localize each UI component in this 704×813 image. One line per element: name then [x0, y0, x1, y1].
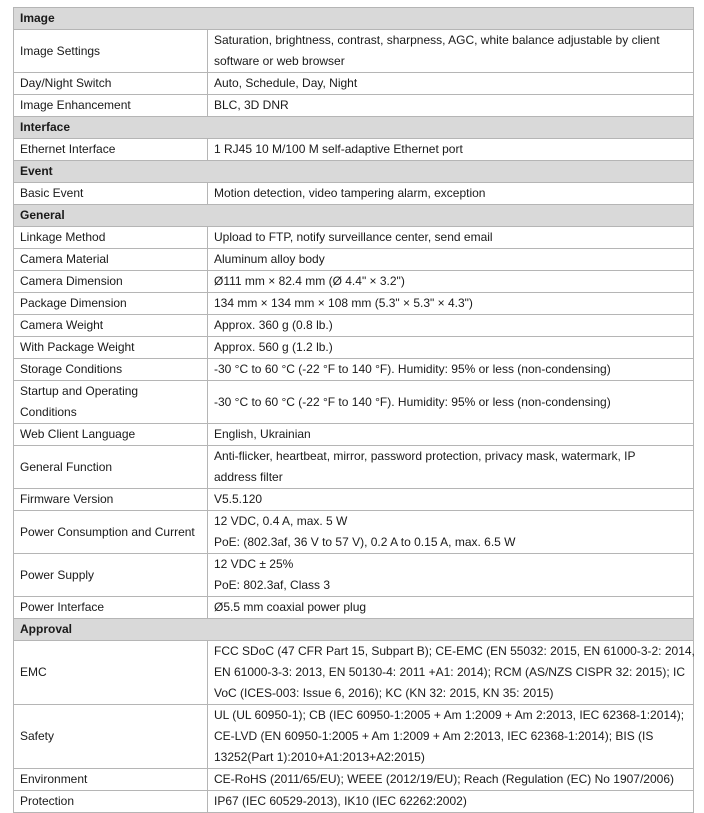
spec-value-line: address filter	[214, 470, 283, 484]
spec-label: Web Client Language	[14, 424, 208, 446]
spec-row-day-night-switch	[14, 73, 694, 95]
spec-label: Image Enhancement	[14, 95, 208, 117]
spec-row-storage-conditions	[14, 359, 694, 381]
spec-value-line: Anti-flicker, heartbeat, mirror, password protection, privacy mask, watermark, IP	[214, 449, 636, 463]
spec-row-environment	[14, 769, 694, 791]
spec-label-line: Conditions	[20, 405, 77, 419]
spec-row-camera-dimension	[14, 271, 694, 293]
spec-value	[208, 30, 694, 73]
spec-label: Linkage Method	[14, 227, 208, 249]
section-header-interface	[14, 117, 694, 139]
spec-value	[208, 597, 694, 619]
spec-value-line: V5.5.120	[214, 492, 263, 506]
spec-value-line: 134 mm × 134 mm × 108 mm (5.3" × 5.3" × 4.3")	[214, 296, 473, 310]
spec-label: Environment	[14, 769, 208, 791]
spec-label-line: Startup and Operating	[20, 384, 139, 398]
spec-label: Safety	[14, 705, 208, 769]
section-title: Approval	[14, 619, 694, 641]
spec-row-emc	[14, 641, 694, 705]
spec-row-web-client-language	[14, 424, 694, 446]
spec-value-line: Aluminum alloy body	[214, 252, 325, 266]
spec-row-power-consumption-and-current	[14, 511, 694, 554]
spec-value-line: 13252(Part 1):2010+A1:2013+A2:2015)	[214, 750, 425, 764]
spec-row-package-dimension	[14, 293, 694, 315]
spec-value-line: Ø5.5 mm coaxial power plug	[214, 600, 367, 614]
section-header-approval	[14, 619, 694, 641]
spec-value-line: FCC SDoC (47 CFR Part 15, Subpart B); CE-EMC (EN 55032: 2015, EN 61000-3-2: 2014,	[214, 644, 695, 658]
spec-value	[208, 446, 694, 489]
section-header-general	[14, 205, 694, 227]
spec-value-line: CE-RoHS (2011/65/EU); WEEE (2012/19/EU); Reach (Regulation (EC) No 1907/2006)	[214, 772, 674, 786]
spec-value-line: IP67 (IEC 60529-2013), IK10 (IEC 62262:2002)	[214, 794, 467, 808]
spec-value	[208, 139, 694, 161]
spec-label: Power Supply	[14, 554, 208, 597]
section-title: Interface	[14, 117, 694, 139]
spec-value	[208, 95, 694, 117]
spec-row-protection	[14, 791, 694, 813]
spec-value-line: Ø111 mm × 82.4 mm (Ø 4.4" × 3.2")	[214, 274, 405, 288]
spec-label	[14, 381, 208, 424]
spec-value-line: Upload to FTP, notify surveillance center, send email	[214, 230, 493, 244]
spec-value-line: CE-LVD (EN 60950-1:2005 + Am 1:2009 + Am 2:2013, IEC 62368-1:2014); BIS (IS	[214, 729, 654, 743]
spec-label: Firmware Version	[14, 489, 208, 511]
spec-row-camera-weight	[14, 315, 694, 337]
spec-value	[208, 511, 694, 554]
spec-row-startup-and-operating-conditions	[14, 381, 694, 424]
spec-value	[208, 381, 694, 424]
spec-value-line: EN 61000-3-3: 2013, EN 50130-4: 2011 +A1: 2014); RCM (AS/NZS CISPR 32: 2015); IC	[214, 665, 686, 679]
spec-value	[208, 227, 694, 249]
spec-value-line: Approx. 360 g (0.8 lb.)	[214, 318, 333, 332]
spec-label: Camera Dimension	[14, 271, 208, 293]
spec-row-camera-material	[14, 249, 694, 271]
spec-value	[208, 249, 694, 271]
spec-row-power-supply	[14, 554, 694, 597]
spec-value-line: Approx. 560 g (1.2 lb.)	[214, 340, 333, 354]
spec-label: General Function	[14, 446, 208, 489]
specification-table-body	[14, 8, 694, 813]
section-header-event	[14, 161, 694, 183]
spec-value	[208, 73, 694, 95]
spec-label: EMC	[14, 641, 208, 705]
spec-value-line: VoC (ICES-003: Issue 6, 2016); KC (KN 32: 2015, KN 35: 2015)	[214, 686, 554, 700]
section-title: General	[14, 205, 694, 227]
section-header-image	[14, 8, 694, 30]
section-title: Event	[14, 161, 694, 183]
spec-value	[208, 183, 694, 205]
spec-value	[208, 641, 694, 705]
spec-value-line: 1 RJ45 10 M/100 M self-adaptive Ethernet port	[214, 142, 463, 156]
spec-value	[208, 791, 694, 813]
spec-label: Protection	[14, 791, 208, 813]
spec-value	[208, 359, 694, 381]
spec-label: Power Interface	[14, 597, 208, 619]
spec-value-line: Motion detection, video tampering alarm, exception	[214, 186, 486, 200]
spec-label: Camera Weight	[14, 315, 208, 337]
spec-label: Basic Event	[14, 183, 208, 205]
spec-value-line: 12 VDC, 0.4 A, max. 5 W	[214, 514, 348, 528]
spec-value-line: PoE: (802.3af, 36 V to 57 V), 0.2 A to 0.15 A, max. 6.5 W	[214, 535, 516, 549]
spec-value	[208, 271, 694, 293]
spec-label: Storage Conditions	[14, 359, 208, 381]
spec-row-linkage-method	[14, 227, 694, 249]
spec-value-line: UL (UL 60950-1); CB (IEC 60950-1:2005 + Am 1:2009 + Am 2:2013, IEC 62368-1:2014);	[214, 708, 685, 722]
spec-value-line: Auto, Schedule, Day, Night	[214, 76, 358, 90]
spec-value-line: English, Ukrainian	[214, 427, 311, 441]
spec-value	[208, 337, 694, 359]
spec-label: Ethernet Interface	[14, 139, 208, 161]
specification-table	[13, 7, 694, 813]
spec-value-line: 12 VDC ± 25%	[214, 557, 294, 571]
spec-value	[208, 293, 694, 315]
spec-row-safety	[14, 705, 694, 769]
spec-value-line: Saturation, brightness, contrast, sharpness, AGC, white balance adjustable by client	[214, 33, 660, 47]
spec-row-image-enhancement	[14, 95, 694, 117]
spec-row-firmware-version	[14, 489, 694, 511]
spec-value-line: PoE: 802.3af, Class 3	[214, 578, 331, 592]
spec-value-line: -30 °C to 60 °C (-22 °F to 140 °F). Humidity: 95% or less (non-condensing)	[214, 362, 611, 376]
spec-label: With Package Weight	[14, 337, 208, 359]
spec-value-line: BLC, 3D DNR	[214, 98, 289, 112]
spec-row-general-function	[14, 446, 694, 489]
spec-value-line: -30 °C to 60 °C (-22 °F to 140 °F). Humidity: 95% or less (non-condensing)	[214, 394, 611, 409]
spec-row-with-package-weight	[14, 337, 694, 359]
spec-label: Package Dimension	[14, 293, 208, 315]
spec-row-basic-event	[14, 183, 694, 205]
spec-value	[208, 769, 694, 791]
spec-label: Image Settings	[14, 30, 208, 73]
spec-row-ethernet-interface	[14, 139, 694, 161]
spec-value	[208, 554, 694, 597]
spec-row-power-interface	[14, 597, 694, 619]
spec-label: Day/Night Switch	[14, 73, 208, 95]
spec-value	[208, 424, 694, 446]
spec-value-line: software or web browser	[214, 54, 345, 68]
spec-value	[208, 315, 694, 337]
spec-label: Power Consumption and Current	[14, 511, 208, 554]
spec-row-image-settings	[14, 30, 694, 73]
section-title: Image	[14, 8, 694, 30]
spec-value	[208, 705, 694, 769]
spec-label: Camera Material	[14, 249, 208, 271]
spec-value	[208, 489, 694, 511]
